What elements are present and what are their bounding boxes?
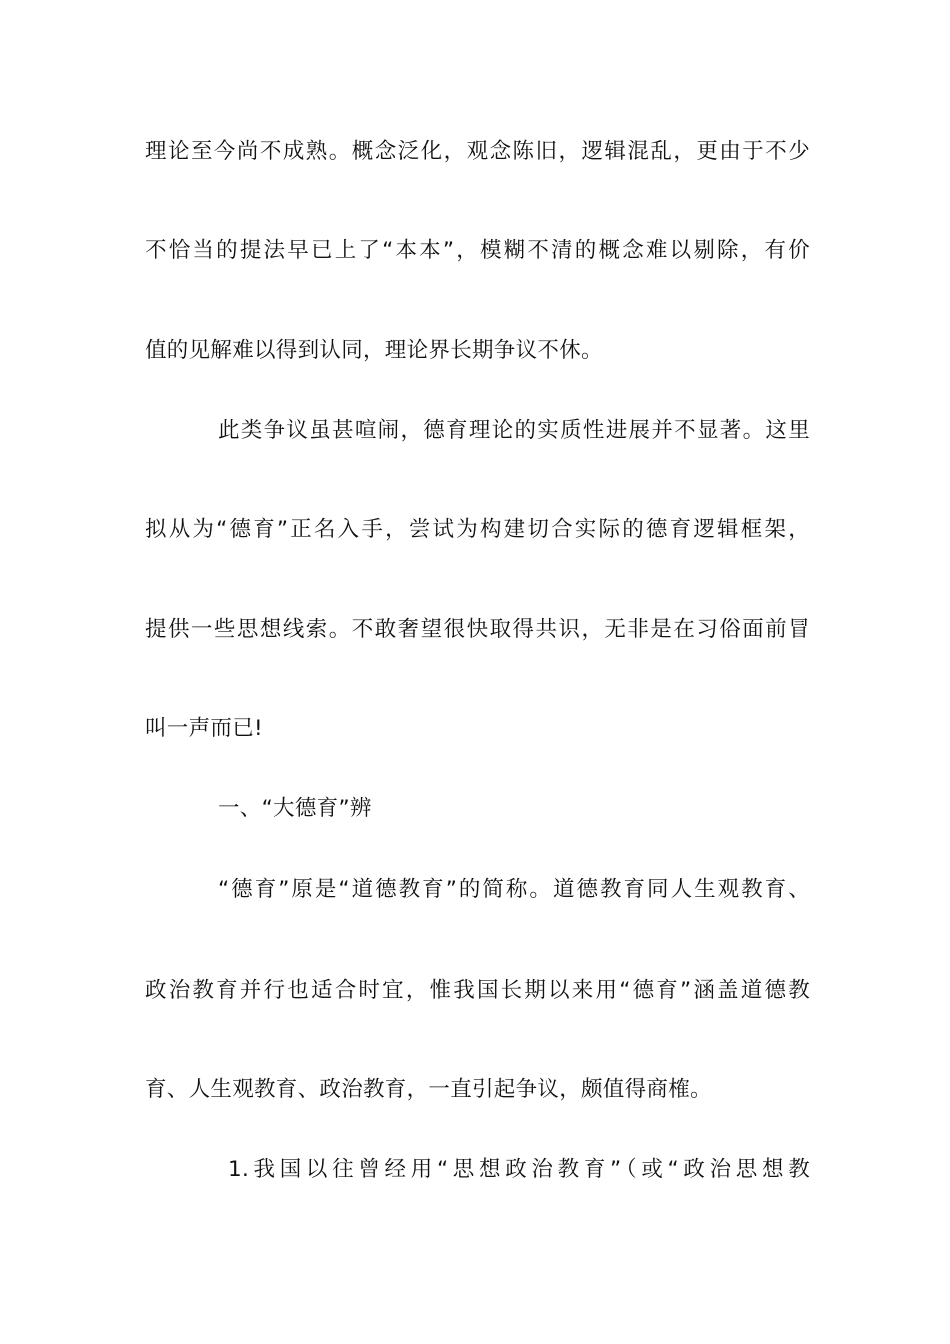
paragraph-line: 育、人生观教育、政治教育，一直引起争议，颇值得商榷。 [145, 1077, 712, 1102]
paragraph-line: 值的见解难以得到认同，理论界长期争议不休。 [145, 338, 603, 363]
paragraph-line: 此类争议虽甚喧闹，德育理论的实质性进展并不显著。这里 [218, 418, 810, 443]
paragraph-line: 不恰当的提法早已上了“本本”，模糊不清的概念难以剔除，有价 [145, 238, 810, 263]
paragraph-line: “德育”原是“道德教育”的简称。道德教育同人生观教育、 [218, 877, 810, 902]
section-heading: 一、“大德育”辨 [218, 796, 372, 821]
paragraph-line: 1.我国以往曾经用“思想政治教育”（或“政治思想教 [228, 1157, 810, 1182]
paragraph-line: 拟从为“德育”正名入手，尝试为构建切合实际的德育逻辑框架， [145, 517, 810, 542]
paragraph-line: 理论至今尚不成熟。概念泛化，观念陈旧，逻辑混乱，更由于不少 [145, 139, 810, 164]
paragraph-line: 叫一声而已! [145, 716, 263, 741]
paragraph-line: 政治教育并行也适合时宜，惟我国长期以来用“德育”涵盖道德教 [145, 978, 810, 1003]
paragraph-line: 提供一些思想线索。不敢奢望很快取得共识，无非是在习俗面前冒 [145, 617, 810, 642]
